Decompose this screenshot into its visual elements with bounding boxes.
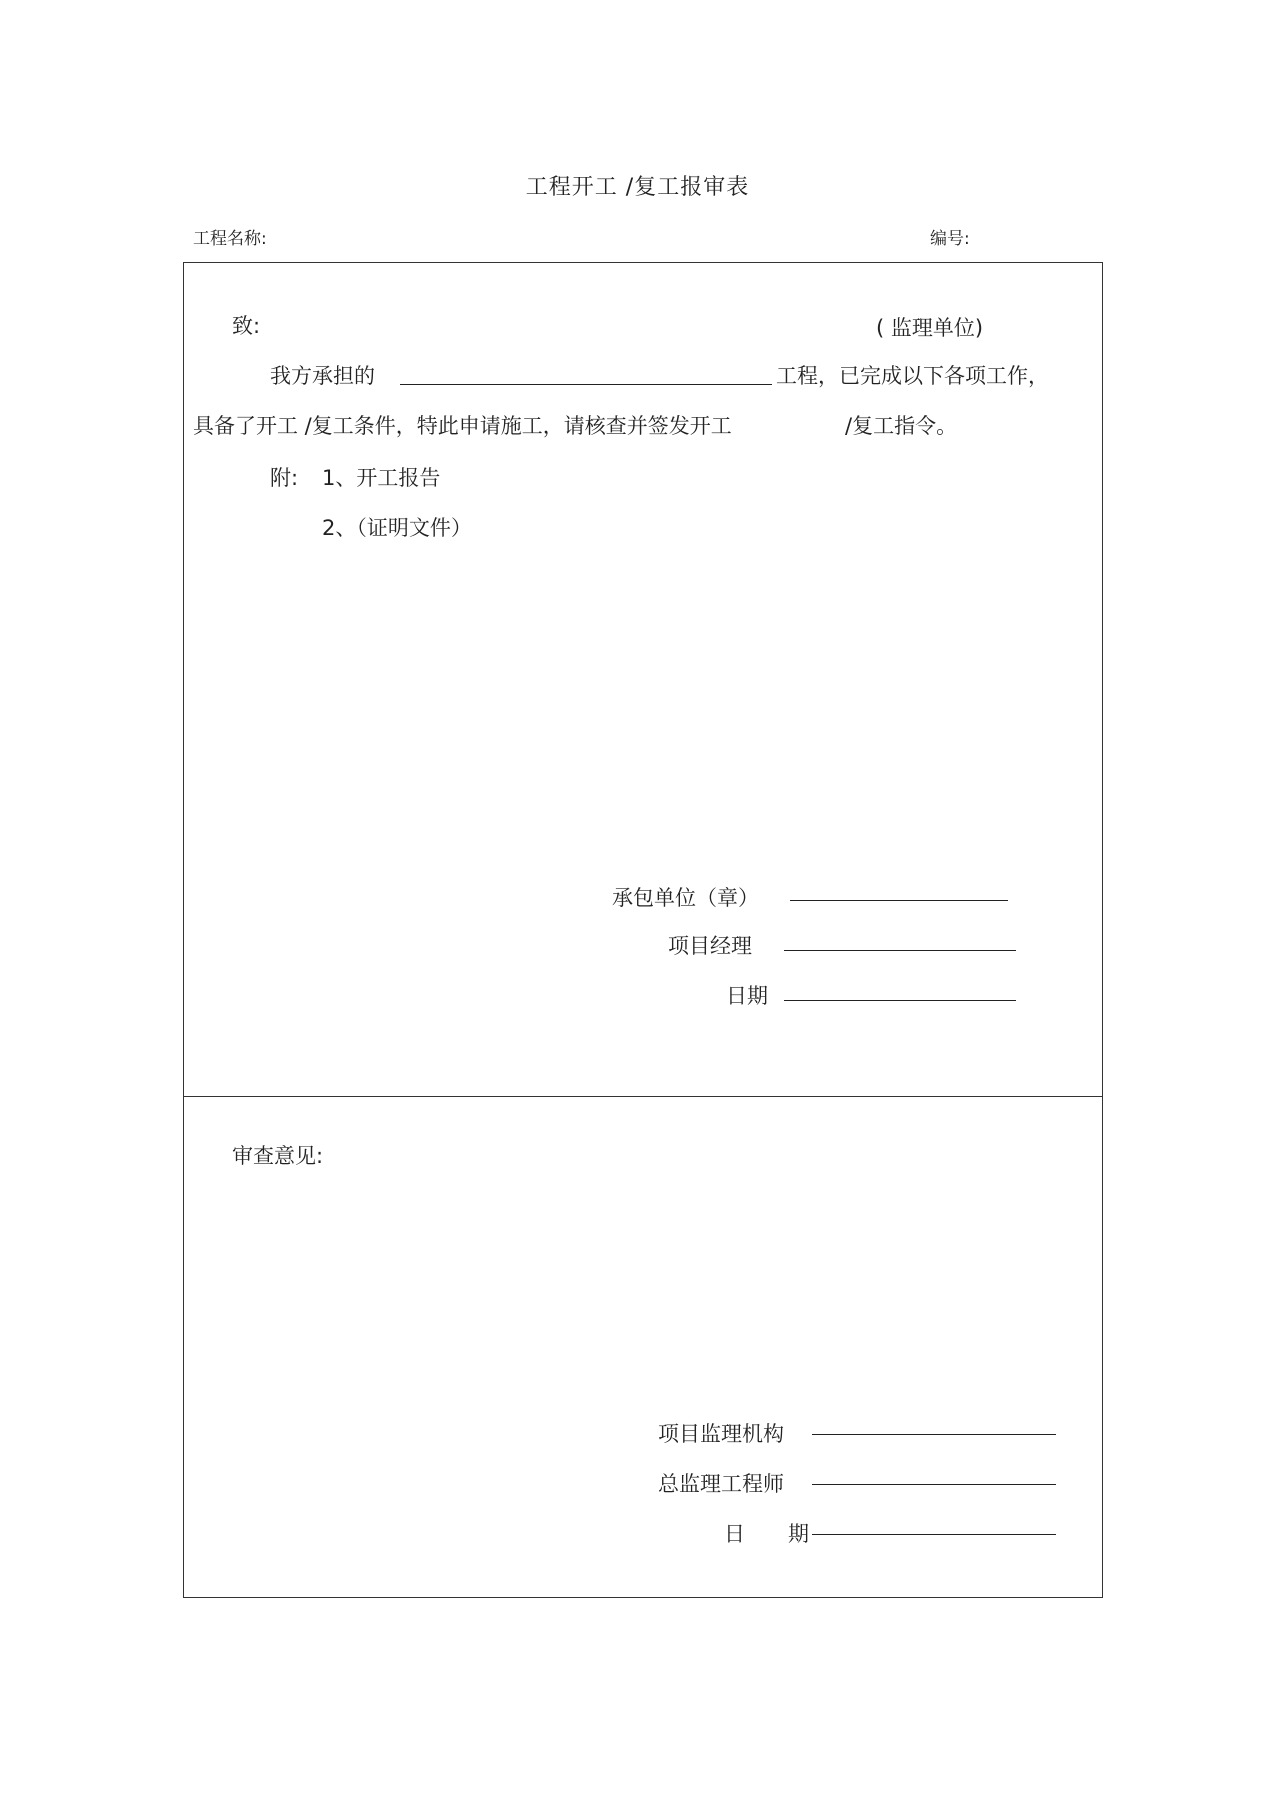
contractor-seal-label: 承包单位（章）: [612, 886, 759, 910]
review-date-blank[interactable]: [812, 1534, 1056, 1535]
form-title: 工程开工 /复工报审表: [525, 175, 750, 200]
number-label: 编号:: [930, 229, 970, 249]
attachment-item-1: 1、开工报告: [322, 466, 441, 490]
supervision-org-label: 项目监理机构: [658, 1422, 784, 1446]
supervision-org-blank[interactable]: [812, 1434, 1056, 1435]
application-date-label: 日期: [726, 984, 768, 1008]
attachment-item-2: 2、（证明文件）: [322, 516, 472, 540]
form-table: [183, 262, 1103, 1598]
to-label: 致:: [232, 314, 261, 338]
review-opinion-label: 审查意见:: [232, 1144, 324, 1168]
section-divider: [183, 1096, 1103, 1097]
project-manager-blank[interactable]: [784, 950, 1016, 951]
project-name-blank[interactable]: [400, 384, 772, 385]
project-name-label: 工程名称:: [193, 229, 267, 249]
line2-part1: 具备了开工 /复工条件，特此申请施工，请核查并签发开工: [193, 414, 732, 438]
chief-engineer-blank[interactable]: [812, 1484, 1056, 1485]
attachments-label: 附:: [270, 466, 299, 490]
review-date-label-right: 期: [788, 1522, 809, 1546]
line1-suffix: 工程，已完成以下各项工作，: [776, 364, 1049, 388]
chief-engineer-label: 总监理工程师: [658, 1472, 784, 1496]
project-manager-label: 项目经理: [668, 934, 752, 958]
contractor-seal-blank[interactable]: [790, 900, 1008, 901]
application-date-blank[interactable]: [784, 1000, 1016, 1001]
line1-prefix: 我方承担的: [270, 364, 375, 388]
supervisor-unit-label: ( 监理单位): [876, 316, 984, 340]
line2-part2: /复工指令。: [845, 414, 958, 438]
review-date-label-left: 日: [724, 1522, 745, 1546]
